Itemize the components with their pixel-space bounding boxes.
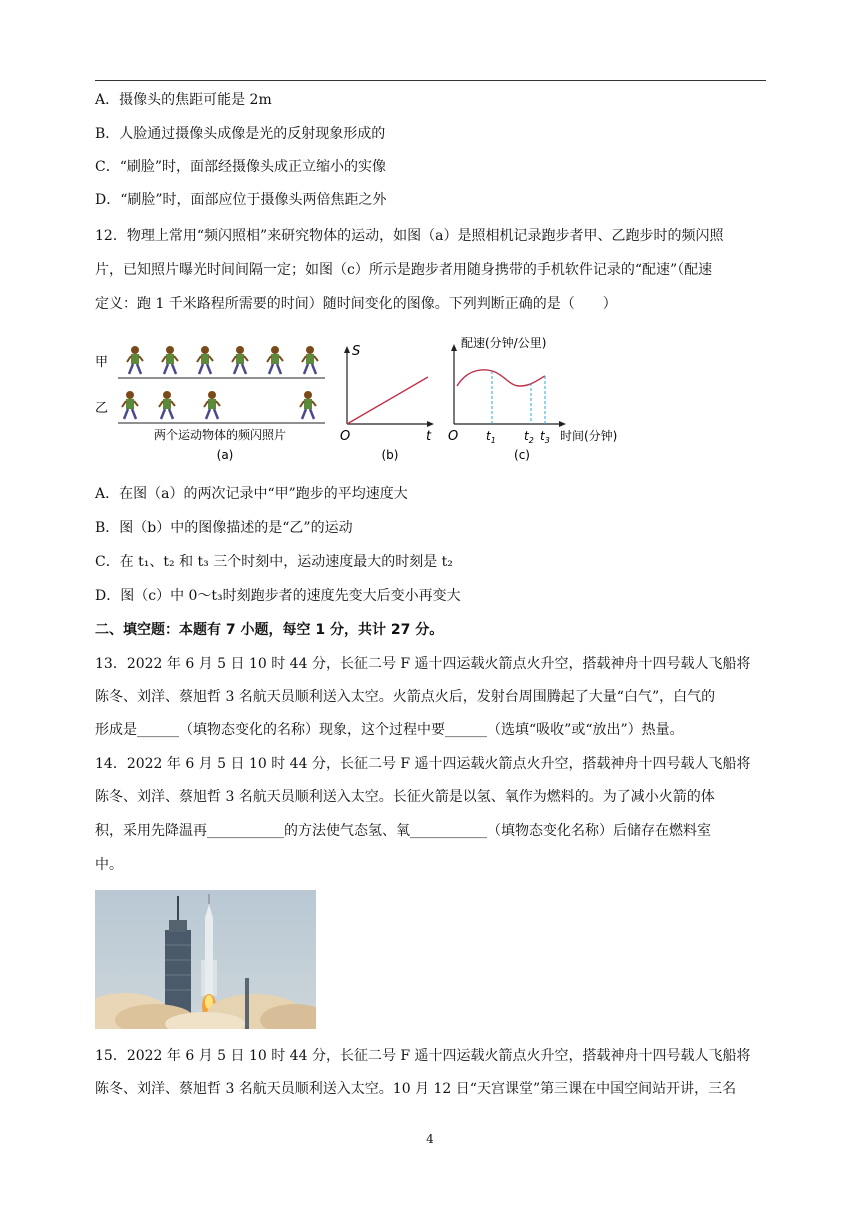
t1-sub: 1 <box>490 436 496 445</box>
q11-option-d: D．“刷脸”时，面部应位于摄像头两倍焦距之外 <box>95 192 387 208</box>
caption-a-text: 两个运动物体的频闪照片 <box>153 428 287 442</box>
q14-line-4: 中。 <box>95 857 123 873</box>
graph-c-y-label: 配速(分钟/公里) <box>461 336 547 350</box>
t3-sub: 3 <box>544 436 550 445</box>
t1-label: t <box>486 429 491 443</box>
graph-b-y-label: S <box>352 344 361 359</box>
q12-option-a: A．在图（a）的两次记录中“甲”跑步的平均速度大 <box>95 486 408 502</box>
t3-label: t <box>540 429 545 443</box>
q12-stem-line-2: 片，已知照片曝光时间间隔一定；如图（c）所示是跑步者用随身携带的手机软件记录的“配速”（配速 <box>95 262 713 278</box>
t2-label: t <box>524 429 529 443</box>
q15-line-1: 15．2022 年 6 月 5 日 10 时 44 分，长征二号 F 遥十四运载火箭点火升空，搭载神舟十四号载人飞船将 <box>95 1048 751 1064</box>
q15-line-2: 陈冬、刘洋、蔡旭哲 3 名航天员顺利送入太空。10 月 12 日“天宫课堂”第三课在中国空间站开讲，三名 <box>95 1081 737 1097</box>
jia-runners <box>127 346 318 374</box>
q11-option-a: A．摄像头的焦距可能是 2m <box>95 92 272 108</box>
q12-option-c: C．在 t₁、t₂ 和 t₃ 三个时刻中，运动速度最大的时刻是 t₂ <box>95 554 453 570</box>
graph-b <box>340 344 434 444</box>
t2-sub: 2 <box>528 436 534 445</box>
rocket-launch-photo <box>95 890 316 1029</box>
svg-text:t1 <box>486 429 496 445</box>
graph-c-origin: O <box>448 429 459 444</box>
graph-b-line <box>347 377 428 424</box>
caption-b: (b) <box>381 448 399 462</box>
graph-c <box>448 335 617 445</box>
graph-b-origin: O <box>340 429 351 444</box>
q12-stem-line-1: 12．物理上常用“频闪照相”来研究物体的运动，如图（a）是照相机记录跑步者甲、乙跑步时的频闪照 <box>95 228 724 244</box>
q11-option-c: C．“刷脸”时，面部经摄像头成正立缩小的实像 <box>95 159 387 175</box>
graph-c-x-label: 时间(分钟) <box>560 429 618 443</box>
q14-line-3: 积，采用先降温再___________的方法使气态氢、氧___________（填物态变化名称）后储存在燃料室 <box>95 823 711 839</box>
q12-option-b: B．图（b）中的图像描述的是“乙”的运动 <box>95 520 353 536</box>
q13-line-2: 陈冬、刘洋、蔡旭哲 3 名航天员顺利送入太空。火箭点火后，发射台周围腾起了大量“白气”，白气的 <box>95 689 716 705</box>
q13-line-1: 13．2022 年 6 月 5 日 10 时 44 分，长征二号 F 遥十四运载火箭点火升空，搭载神舟十四号载人飞船将 <box>95 656 751 672</box>
header-rule <box>95 80 766 81</box>
caption-a: (a) <box>216 448 234 462</box>
svg-text:t2 <box>524 429 534 445</box>
graph-c-curve <box>457 370 545 386</box>
q12-stem-line-3: 定义：跑 1 千米路程所需要的时间）随时间变化的图像。下列判断正确的是（ ） <box>95 296 617 312</box>
q14-line-1: 14．2022 年 6 月 5 日 10 时 44 分，长征二号 F 遥十四运载火箭点火升空，搭载神舟十四号载人飞船将 <box>95 756 751 772</box>
label-yi: 乙 <box>95 401 109 416</box>
q12-option-d: D．图（c）中 0～t₃时刻跑步者的速度先变大后变小再变大 <box>95 588 461 604</box>
svg-text:t3 <box>540 429 550 445</box>
graph-b-x-label: t <box>426 429 432 444</box>
q12-figure <box>90 328 650 470</box>
page-number: 4 <box>426 1132 434 1146</box>
q13-line-3: 形成是______（填物态变化的名称）现象，这个过程中要______（选填“吸收”或“放出”）热量。 <box>95 722 684 738</box>
caption-c: (c) <box>514 448 530 462</box>
q14-line-2: 陈冬、刘洋、蔡旭哲 3 名航天员顺利送入太空。长征火箭是以氢、氧作为燃料的。为了减小火箭的体 <box>95 789 715 805</box>
q11-option-b: B．人脸通过摄像头成像是光的反射现象形成的 <box>95 126 386 142</box>
label-jia: 甲 <box>95 355 109 370</box>
section-2-heading: 二、填空题：本题有 7 小题，每空 1 分，共计 27 分。 <box>95 622 444 638</box>
yi-runners <box>122 391 316 419</box>
